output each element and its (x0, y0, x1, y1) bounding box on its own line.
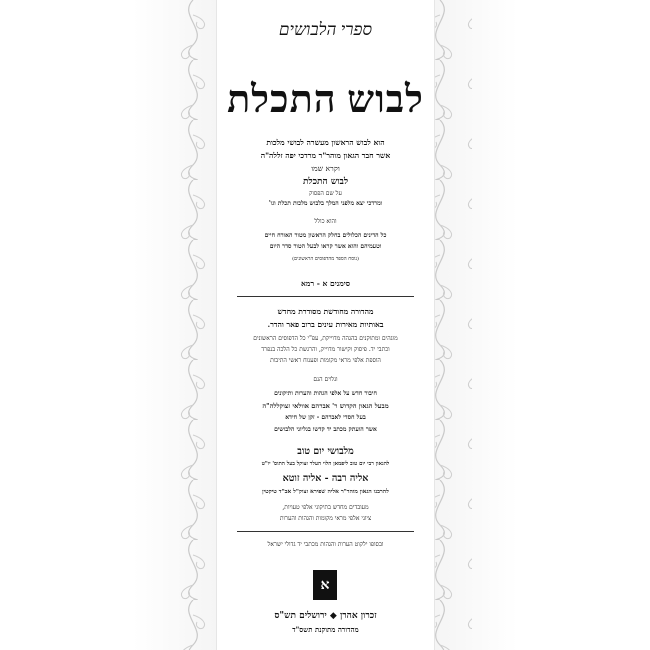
section-title: אליה רבה - אליה זוטא (282, 473, 369, 484)
edition-line: מהדורה מחודשת מסודרת מחדש (277, 307, 374, 316)
text-line: מעובדים מחדש בתיקוני אלפי טעויות, (282, 504, 369, 511)
text-line: על שם הפסוק (309, 190, 342, 197)
publisher-logo (313, 570, 337, 600)
text-line: אשר הועתק מכתב יד קדשו בגליוני הלבושים (274, 426, 377, 433)
text-line: חיבור חדש על אלפי הגהות והערות ותיקונים (274, 390, 377, 397)
section-title: מלבושי יום טוב (297, 446, 354, 457)
text-line: וטעמיהם והוא אשר קראו לבעל הטור סדר היום (269, 243, 382, 250)
text-line: ונלוים הנם (313, 376, 338, 383)
subtitle-line: הוא לבוש הראשון מעשרה לבושי מלכות (266, 138, 385, 147)
book-title: לבוש התכלת (227, 79, 424, 121)
note-line: (נוסח הספר מהדפוסים הראשונים) (292, 256, 359, 262)
text-line: מבעל הגאון הקדוש ר' אברהם אוולאי זצוקללה"ה (262, 402, 389, 410)
verse-line: ומרדכי יצא מלפני המלך בלבוש מלכות תכלת וגו' (268, 200, 383, 207)
edition-year-line: מהדורה מתוקנת תשס"ד (292, 625, 359, 634)
text-line: כל הדינים הכלולים בחלק הראשון מטור האורח חיים (264, 232, 387, 239)
divider (237, 296, 414, 297)
edition-line: באותיות מאירות עינים ברוב פאר והדר. (267, 320, 384, 329)
text-line: מוגהים ומתוקנים בהגהה מדוייקת, עפ"י כל הדפוסים הראשונים (253, 335, 398, 342)
series-title: ספרי הלבושים (278, 20, 373, 39)
text-line: ובסופו ילקוט הערות והגהות מכתבי יד גדולי ישראל (267, 541, 384, 548)
author-line: אשר חבר הגאון מוהר"ר מרדכי יפה זללה"ה (260, 151, 391, 160)
publisher-line: זכרון אהרן ◆ ירושלים תש"ס (274, 611, 377, 621)
text-line: הוספת אלפי מראי מקומות ופענוח ראשי התיבות (270, 357, 381, 364)
text-line: בעל חסדי לאברהם - זקן של חידא (285, 414, 366, 421)
divider (237, 531, 414, 532)
text-line: להגאון רבי יום טוב ליפמאן הלוי העלר זצוקל בעל התוס' יו"ט (261, 461, 390, 467)
logo-letter: א (320, 576, 330, 593)
name-line: לבוש התכלת (302, 177, 349, 187)
title-page (217, 0, 434, 650)
simanim-line: סימנים א - רמא (300, 279, 351, 288)
text-line: והוא כולל (314, 218, 337, 225)
text-line: וכתבי יד. פיסוק וקישור מדוייק, והרגשת כל הלכה בנפרד (261, 346, 390, 353)
text-line: להרבנו הגאון מוהר"ר אליה שפירא זצוק"ל אב"ד טיקטין (262, 489, 389, 495)
text-line: ציוני אלפי מראי מקומות והגהות והערות (279, 515, 372, 522)
right-ornamental-border (420, 0, 518, 650)
text-line: וקרא שמו (311, 164, 340, 173)
